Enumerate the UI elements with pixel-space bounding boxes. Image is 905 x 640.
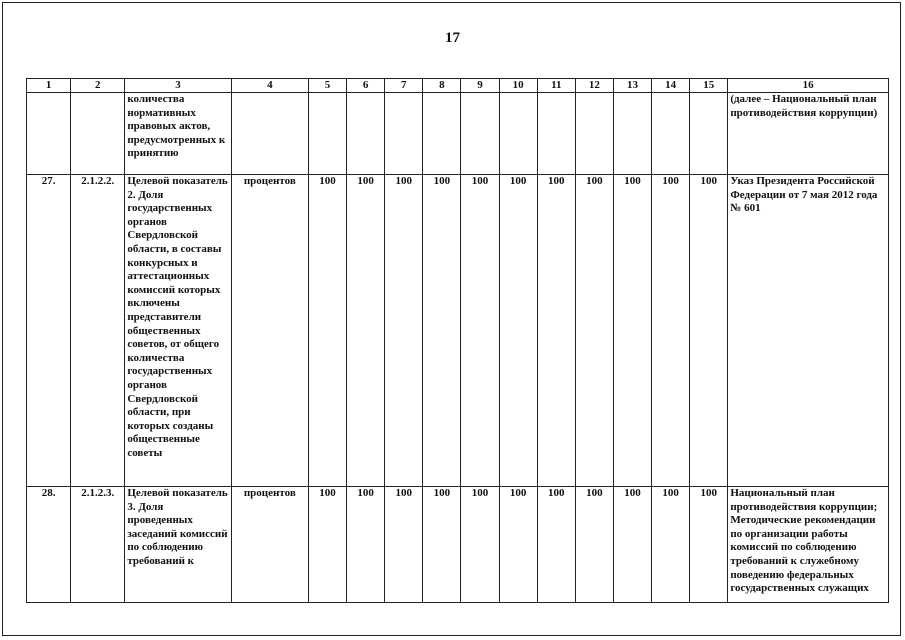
header-cell: 2 [71,79,125,93]
header-cell: 8 [423,79,461,93]
header-cell: 16 [728,79,889,93]
header-cell: 9 [461,79,499,93]
value-cell: 100 [461,175,499,487]
value-cell: 100 [423,487,461,603]
value-cell: 100 [652,175,690,487]
page-number: 17 [445,30,460,46]
value-cell: 100 [385,487,423,603]
value-cell: 100 [575,487,613,603]
header-cell: 4 [231,79,308,93]
header-cell: 10 [499,79,537,93]
value-cell: 100 [652,487,690,603]
value-cell: 100 [613,487,651,603]
header-cell: 14 [652,79,690,93]
indicator-cell: количества нормативных правовых актов, предусмотренных к принятию [125,93,231,175]
value-cell: 100 [537,175,575,487]
value-cell: 100 [347,175,385,487]
table-row [27,175,889,487]
unit-cell: процентов [231,487,308,603]
header-row [27,79,889,93]
source-cell: Указ Президента Российской Федерации от 7 мая 2012 года № 601 [728,175,889,487]
header-cell: 3 [125,79,231,93]
value-cell: 100 [575,175,613,487]
header-cell: 6 [347,79,385,93]
value-cell: 100 [461,487,499,603]
value-cell: 100 [499,487,537,603]
table-row [27,487,889,603]
header-cell: 13 [613,79,651,93]
value-cell: 100 [308,487,346,603]
value-cell: 100 [537,487,575,603]
table-row-continuation [27,93,889,175]
value-cell: 100 [347,487,385,603]
indicator-cell: Целевой показатель 3. Доля проведенных заседаний комиссий по соблюдению требований к [125,487,231,603]
value-cell: 100 [308,175,346,487]
row-number-cell: 28. [27,487,71,603]
indicators-table [26,78,889,603]
header-cell: 15 [690,79,728,93]
value-cell: 100 [423,175,461,487]
source-cell: Национальный план противодействия коррупции; Методические рекомендации по организации работы комиссий по соблюдению требований к служебному поведению федеральных государственных служащих [728,487,889,603]
header-cell: 7 [385,79,423,93]
header-cell: 5 [308,79,346,93]
value-cell: 100 [690,175,728,487]
value-cell: 100 [690,487,728,603]
indicator-cell: Целевой показатель 2. Доля государственных органов Свердловской области, в составы конкурсных и аттестационных комиссий которых включены представители общественных советов, от общего количества государственных органов Свердловской области, при которых созданы общественные советы [125,175,231,487]
value-cell: 100 [613,175,651,487]
code-cell: 2.1.2.3. [71,487,125,603]
value-cell: 100 [499,175,537,487]
value-cell: 100 [385,175,423,487]
header-cell: 11 [537,79,575,93]
unit-cell: процентов [231,175,308,487]
header-cell: 12 [575,79,613,93]
row-number-cell: 27. [27,175,71,487]
code-cell: 2.1.2.2. [71,175,125,487]
source-cell: (далее – Национальный план противодействия коррупции) [728,93,889,175]
header-cell: 1 [27,79,71,93]
